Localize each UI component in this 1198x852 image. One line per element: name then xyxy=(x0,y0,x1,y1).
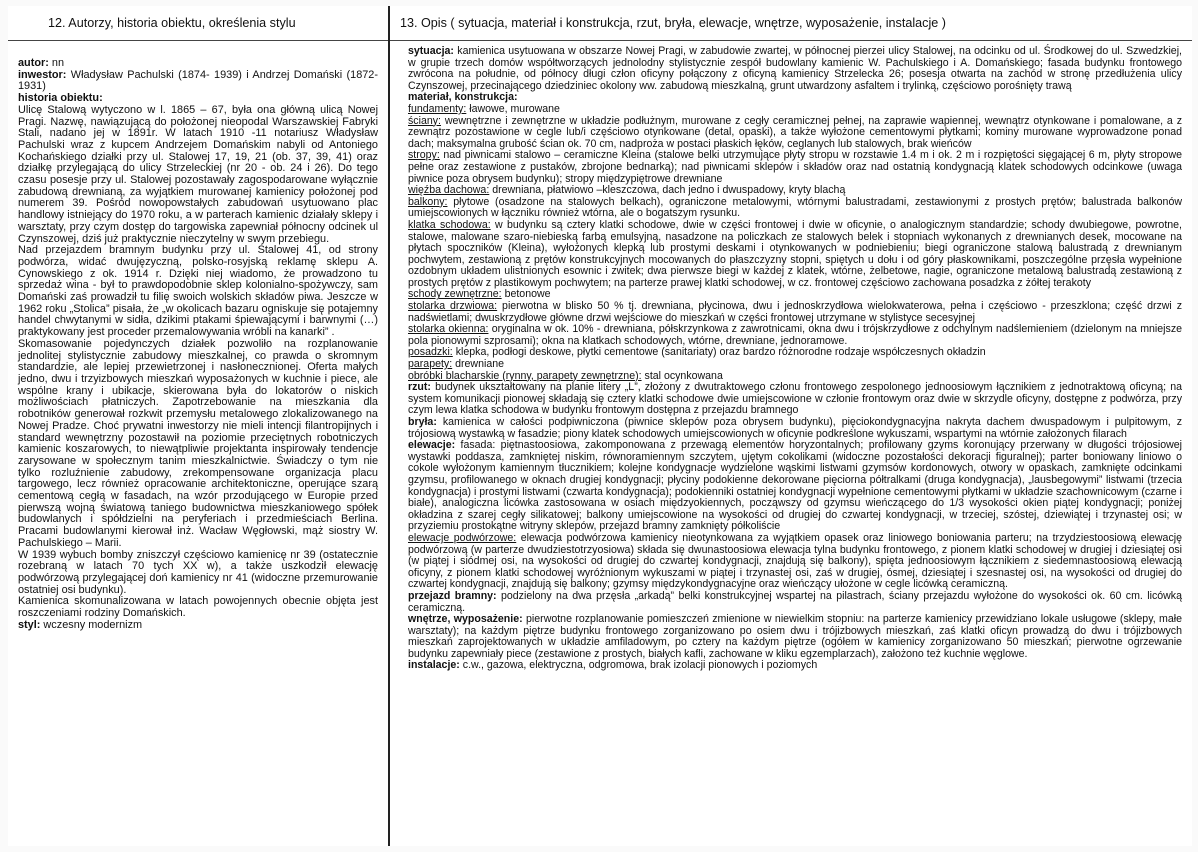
obrobki-text: stal ocynkowana xyxy=(641,369,723,382)
stropy-paragraph xyxy=(408,150,1182,185)
right-column xyxy=(390,6,1192,846)
brama-label: przejazd bramny: xyxy=(408,589,497,602)
drzwi-label: stolarka drzwiowa: xyxy=(408,300,498,313)
instalacje-label: instalacje: xyxy=(408,659,460,672)
sytuacja-text: kamienica usytuowana w obszarze Nowej Pragi, w zabudowie zwartej, w północnej pierzei ulicy Stalowej, na odcinku od ul. Środkowej do ul. Szwedzkiej, w grupie trzech domów współtworzących jednolodny stylistycznie zespół budowlany kamienic W. Pachulskiego i A. Domańskiego; fasada budynku frontowego zwrócona na południe, od północy długi człon oficyny połączony z oficyną kamienicy Strzelecka 26; posesja otwarta na zachód w stronę przedłużenia ulicy Czynszowej, przecinającego dziedziniec okolony ww. zabudową mieszkalną, grunt utwardzony asfaltem i trylinką, częściowo porośnięty trawą xyxy=(408,45,1182,92)
material-label: materiał, konstrukcja: xyxy=(408,91,518,104)
parapety-text: drewniane xyxy=(452,358,504,371)
podworz-paragraph xyxy=(408,533,1182,591)
posadzki-paragraph xyxy=(408,347,1182,359)
rzut-label: rzut: xyxy=(408,381,431,394)
podworz-label: elewacje podwórzowe: xyxy=(408,531,517,544)
sytuacja-label: sytuacja: xyxy=(408,45,454,57)
okna-paragraph xyxy=(408,324,1182,347)
rzut-text: budynek ukształtowany na planie litery „L”, złożony z dwutraktowego członu frontowego zespolonego jednoosiowym łącznikiem z jednotraktową oficyną; na system komunikacji pionowej składają się cztery klatki schodowe dwie umiejscowione w członie frontowym oraz dwie w skrzydle oficyny, dostępne z podwórza, przy czym lewa klatka schodowa w budynku frontowym dostępna z przejazdu bramnego xyxy=(408,381,1182,417)
klatka-label: klatka schodowa: xyxy=(408,218,491,231)
stropy-label: stropy: xyxy=(408,149,440,162)
parapety-label: parapety: xyxy=(408,358,453,371)
posadzki-text: klepka, podłogi deskowe, płytki cementowe (sanitariaty) oraz bardzo różnorodne rodzaje współczesnych okładzin xyxy=(452,346,986,359)
style-value: wczesny modernizm xyxy=(40,618,143,631)
wnetrze-text: pierwotne rozplanowanie pomieszczeń zmienione w niewielkim stopniu: na parterze kamienicy przewidziano lokale usługowe (sklepy, małe warsztaty); na każdym piętrze budynku frontowego zorganizowano po osiem dwu i trójizbowych mieszkań, zaś klatki oficyn prowadzą do dwu i trójizbowych mieszkań zaprojektowanych w układzie amfiladowym, po cztery na każdym piętrze (ogółem w kamienicy zorganizowano 50 mieszkań; pierwotne ogrzewanie budynku zapewniały piece (zestawione z prostych, białych kafli, zachowane w kliku egzemplarzach), założono też kuchnie węglowe. xyxy=(408,613,1182,660)
sciany-text: wewnętrzne i zewnętrzne w układzie podłużnym, murowane z cegły ceramicznej pełnej, na zaprawie wapiennej, wewnątrz otynkowane i pomalowane, a z zewnątrz pozostawione w cegle lub/i częściowo otynkowane (detal, opaski), a także wyłożone cementowymi płytkami; kominy murowane wyprowadzone ponad dach; maksymalna grubość ścian ok. 70 cm, nadproża w postaci płaskich łęków, ceglanych lub stalowych, brak wieńców xyxy=(408,114,1182,150)
history-paragraph-1: Ulicę Stalową wytyczono w l. 1865 – 67, była ona główną ulicą Nowej Pragi. Nazwę, nawiązującą do położonej nieopodal Warszawskiej Fabryki Stali, nadano jej w 1891r. W latach 1910 -11 notariusz Władysław Pachulski wraz z kupcem Andrzejem Domańskim nabyli od Antoniego Kochańskiego działki przy ul. Stalowej 17, 19, 21 (ob. 37, 39, 41) oraz działkę przylegającą do ulicy Strzeleckiej (nr 20 - ob. 24 i 26). Do tego czasu posesje przy ul. Stalowej pozostawały zagospodarowane wyłącznie zabudową drewnianą, za wyjątkiem murowanej kamienicy położonej pod numerem 39. Pośród nowopowstałych zabudowań usytuowano plac handlowy istniejący do 1970 roku, a w parterach kamienic działały sklepy i warsztaty, przy czym dostęp do targowiska zapewniał północny odcinek ul Czynszowej, dziś już praktycznie nieczytelny w swym przebiegu. xyxy=(18,103,378,245)
balkony-label: balkony: xyxy=(408,195,448,208)
bryla-text: kamienica w całości podpiwniczona (piwnice sklepów poza obrysem budynku), pięciokondygnacyjna nakryta dachem dwuspadowym i pulpitowym, z trójosiową wystawką w fasadzie; piony klatek schodowych umiejscowionych w oficynie podkreślone wykuszami, wspartymi na wtórnie założonych filarach xyxy=(408,416,1182,440)
wiezba-label: więźba dachowa: xyxy=(408,184,490,197)
klatka-paragraph xyxy=(408,220,1182,290)
instalacje-paragraph xyxy=(408,660,1182,672)
okna-text: oryginalna w ok. 10% - drewniana, półskrzynkowa z zawrotnicami, okna dwu i trójskrzydłowe z odchylnym nadślemieniem (dzielonym na mniejsze pola pionowymi szprosami); okna na klatkach schodowych, wtórne, drewniane, jednoramowe. xyxy=(408,323,1183,347)
elewacje-text: fasada: piętnastoosiowa, zakomponowana z przewagą elementów horyzontalnych; profilowany gzyms koronujący przerwany w długości trójosiowej wystawki poddasza, zamkniętej niskim, równoramiennym szczytem, ujętym cokolikami (widoczne pozostałości dekoracji figuralnej); parter boniowany liniowo o cokole wyłożonym kamiennym tłucznikiem; kolejne kondygnacje wydzielone wąskimi listwami gzymsów kordonowych, otwory w opaskach, zamknięte odcinkami gzymsu, profilowanego w oknach drugiej kondygnacji; płyciny podokienne dekorowane pięciorna półtralkami (druga kondygnacja), „lausbegowymi” listwami (trzecia kondygnacja) i prostymi listwami (czwarta kondygnacja); podokienniki ostatniej kondygnacji wypełnione cementowymi płytkami w układzie szachownicowym (czarne i białe), analogiczna licówka zastosowana w osiach międzyokiennych, począwszy od gzymsu wieńczącego do 1/3 wysokości okien piątej kondygnacji; poniżej okładzina z szarej cegły silikatowej; balkony umiejscowione na wysokości od drugiej do czwartej kondygnacji, w trzeciej, szóstej, dziewiątej i trzynastej osi; w przyziemiu prostokątne witryny sklepów, przejazd bramny zamknięty półkoliście xyxy=(408,439,1182,533)
drzwi-text: pierwotna w blisko 50 % tj. drewniana, płycinowa, dwu i jednoskrzydłowa wielokwaterowa, pełna i częściowo - przeszklona; część drzwi z nadświetlami; dwuskrzydłowe główne drzwi wejściowe do mieszkań w części frontowej utrzymane w stylistyce secesyjnej xyxy=(408,300,1183,324)
balkony-text: płytowe (osadzone na stalowych belkach), ograniczone metalowymi, wtórnymi balustradami, zestawionymi z prostych prętów; balustrada balkonów umiejscowionych w łączniku również wtórna, ale o bogatszym rysunku. xyxy=(408,195,1182,220)
brama-text: podzielony na dwa przęsła „arkadą” belki konstrukcyjnej wspartej na pilastrach, ściany przejazdu wyłożone do wysokości ok. 60 cm. licówką ceramiczną. xyxy=(408,589,1182,614)
author-value: nn xyxy=(48,57,64,69)
history-paragraph-5: Kamienica skomunalizowana w latach powojennych obecnie objęta jest roszczeniami rodziny Domańskich. xyxy=(18,595,378,620)
section-12-body xyxy=(18,58,378,631)
history-paragraph-4: W 1939 wybuch bomby zniszczył częściowo kamienicę nr 39 (ostatecznie rozebraną w latach 70 tych XX w), a także uszkodził elewację podwórzową przylegającej doń kamienicy nr 41 (widoczne przemurowanie ostatniej osi budynku). xyxy=(18,548,378,596)
schody-text: betonowe xyxy=(501,288,551,301)
instalacje-text: c.w., gazowa, elektryczna, odgromowa, brak izolacji pionowych i poziomych xyxy=(459,659,818,672)
elewacje-label: elewacje: xyxy=(408,439,456,452)
okna-label: stolarka okienna: xyxy=(408,323,489,336)
left-column xyxy=(8,6,390,846)
wiezba-text: drewniana, płatwiowo –kleszczowa, dach jedno i dwuspadowy, kryty blachą xyxy=(489,184,846,197)
elewacje-paragraph xyxy=(408,440,1182,533)
obrobki-label: obróbki blacharskie (rynny, parapety zewnętrzne): xyxy=(408,369,642,382)
balkony-paragraph xyxy=(408,197,1182,220)
style-label: styl: xyxy=(18,618,41,631)
posadzki-label: posadzki: xyxy=(408,346,453,359)
sytuacja-paragraph xyxy=(408,46,1182,92)
history-label: historia obiektu: xyxy=(18,92,103,105)
investor-line xyxy=(18,70,378,93)
bryla-label: bryła: xyxy=(408,416,437,428)
klatka-text: w budynku są cztery klatki schodowe, dwie w części frontowej i dwie w oficynie, o analogicznym standardzie; schody dwubiegowe, powrotne, stalowe, malowane szaro-niebieską farbą emulsyjną, nasadzone na policzkach ze stalowych belek i stopniach wykonanych z drewnianych desek, mocowane na płytach spoczników (Kleina), wyłożonych klepką lub prostymi deskami i otynkowanych w podniebieniu; biegi ograniczone stalową balustradą z drewnianym pochwytem, zestawioną z prętów konstrukcyjnych mocowanych do płaszczyzny stopni, spiętych u dołu i od góry płaskownikami, poszczególne przęsła wypełnione ozdobnym układem ulistnionych esownic i zwitek; dwa pierwsze biegi w każdej z klatek, wtórne, żelbetowe, nagie, ograniczone metalową balustradą zestawioną z prostych prętów z plastikowym pochwytem; na parterze prawej klatki schodowej, w cz. frontowej częściowo zachowana posadzka z żółtej terakoty xyxy=(408,218,1182,289)
stropy-text: nad piwnicami stalowo – ceramiczne Kleina (stalowe belki utrzymujące płyty stropu w rozstawie 1.4 m i ok. 2 m i rozpiętości sięgającej 6 m, płyty stropowe pełne oraz zestawione z pustaków, zbrojone bednarką); nad piwnicami sklepów i składów oraz nad ostatnią kondygnacją klatek schodowych odcinkowe (uwaga piwnice poza obrysem budynku); stropy międzypiętrowe drewniane xyxy=(408,149,1182,185)
wnetrze-label: wnętrze, wyposażenie: xyxy=(408,613,523,626)
bryla-paragraph xyxy=(408,417,1182,440)
author-label: autor: xyxy=(18,57,49,69)
fundamenty-text: ławowe, murowane xyxy=(466,102,560,115)
drzwi-paragraph xyxy=(408,301,1182,324)
wnetrze-paragraph xyxy=(408,614,1182,660)
style-line xyxy=(18,620,378,632)
rzut-paragraph xyxy=(408,382,1182,417)
history-paragraph-3: Skomasowanie pojedynczych działek pozwoliło na rozplanowanie jednolitej stylistycznie zabudowy mieszkalnej, co prawda o skromnym standardzie, ale lepiej przewietrzonej i nasłonecznionej. Oferta małych jedno, dwu i trzyizbowych mieszkań wyposażonych w kuchnie i piece, ale wspólne krany i ubikacje, skierowana była do lokatorów o niskich możliwościach płatniczych. Zapotrzebowanie na mieszkania dla robotników generował rozkwit przemysłu metalowego zlokalizowanego na Nowej Pradze. Choć prywatni inwestorzy nie mieli intencji filantropijnych i standard wewnętrzny pozostawił na poziomie przeciętnych robotniczych kamienic koszarowych, to niewątpliwie projektanta inspirowały tendencje zarysowane w społecznym tanim mieszkalnictwie. Świadczy o tym nie tylko rozluźnienie zabudowy, zrekompensowane organizacja placu targowego, lecz również opracowanie architektoniczne, operujące szarą cementową cegłą w fasadach, na wzór przodującego w Europie przed pierwszą wojną światową taniego budownictwa mieszkaniowego spółek budowlanych i spółdzielni na peryferiach i przedmieściach Berlina. Pracami budowlanymi kierował inż. Wacław Węgłowski, mąż siostry W. Pachulskiego – Marii. xyxy=(18,337,378,549)
sciany-label: ściany: xyxy=(408,114,441,127)
fundamenty-label: fundamenty: xyxy=(408,102,467,115)
schody-label: schody zewnętrzne: xyxy=(408,288,502,301)
section-13-heading: 13. Opis ( sytuacja, materiał i konstrukcja, rzut, bryła, elewacje, wnętrze, wyposażenie, instalacje ) xyxy=(390,6,1192,41)
document-sheet xyxy=(8,6,1192,846)
section-13-body xyxy=(408,46,1182,672)
brama-paragraph xyxy=(408,591,1182,614)
sciany-paragraph xyxy=(408,116,1182,151)
investor-label: inwestor: xyxy=(18,68,67,81)
history-paragraph-2: Nad przejazdem bramnym budynku przy ul. Stalowej 41, od strony podwórza, widać dwujęzyczną, polsko-rosyjską reklamę sklepu A. Cynowskiego z ok. 1914 r. Dzięki niej wiadomo, że prowadzono tu sprzedaż wina - był to prawdopodobnie sklep kolonialno-spożywczy, sam Domański zaś prowadził tu filię swoich wolskich składów piwa. Jeszcze w 1962 roku „Stolica” pisała, że „w okolicach bazaru ogniskuje się potajemny handel chwytanymi w sidła, dzikimi ptakami śpiewającymi i barwnymi (…) praktykowany jest proceder przemalowywania wróbli na kanarki” . xyxy=(18,244,378,339)
podworz-text: elewacja podwórzowa kamienicy nieotynkowana za wyjątkiem opasek oraz liniowego boniowania parteru; na trzydziestoosiową elewację podwórzową (w parterze dwudziestotrzyosiowa) składa się dwunastoosiowa elewacja tylna budynku frontowego, z pionem klatki schodowej w drugiej i dziesiątej osi (w piątej i siódmej osi, na wysokości od drugiej do czwartej kondygnacji, znajdują się balkony), spięta jednoosiowym łącznikiem z siedemnastoosiową elewacją oficyny, z pionem klatki schodowej wyróżnionym wykuszami w piątej i trzynastej osi, zaś w drugiej, ósmej, dziesiątej i szesnastej osi, na wysokości od drugiej do czwartej kondygnacji, znajdują się balkony; gzymsy międzykondygnacyjne oraz wieńczący ułożone w cegle licówką ceramiczną. xyxy=(408,531,1182,591)
investor-value: Władysław Pachulski (1874- 1939) i Andrzej Domański (1872- 1931) xyxy=(18,68,378,93)
section-12-heading: 12. Autorzy, historia obiektu, określenia stylu xyxy=(8,6,388,41)
